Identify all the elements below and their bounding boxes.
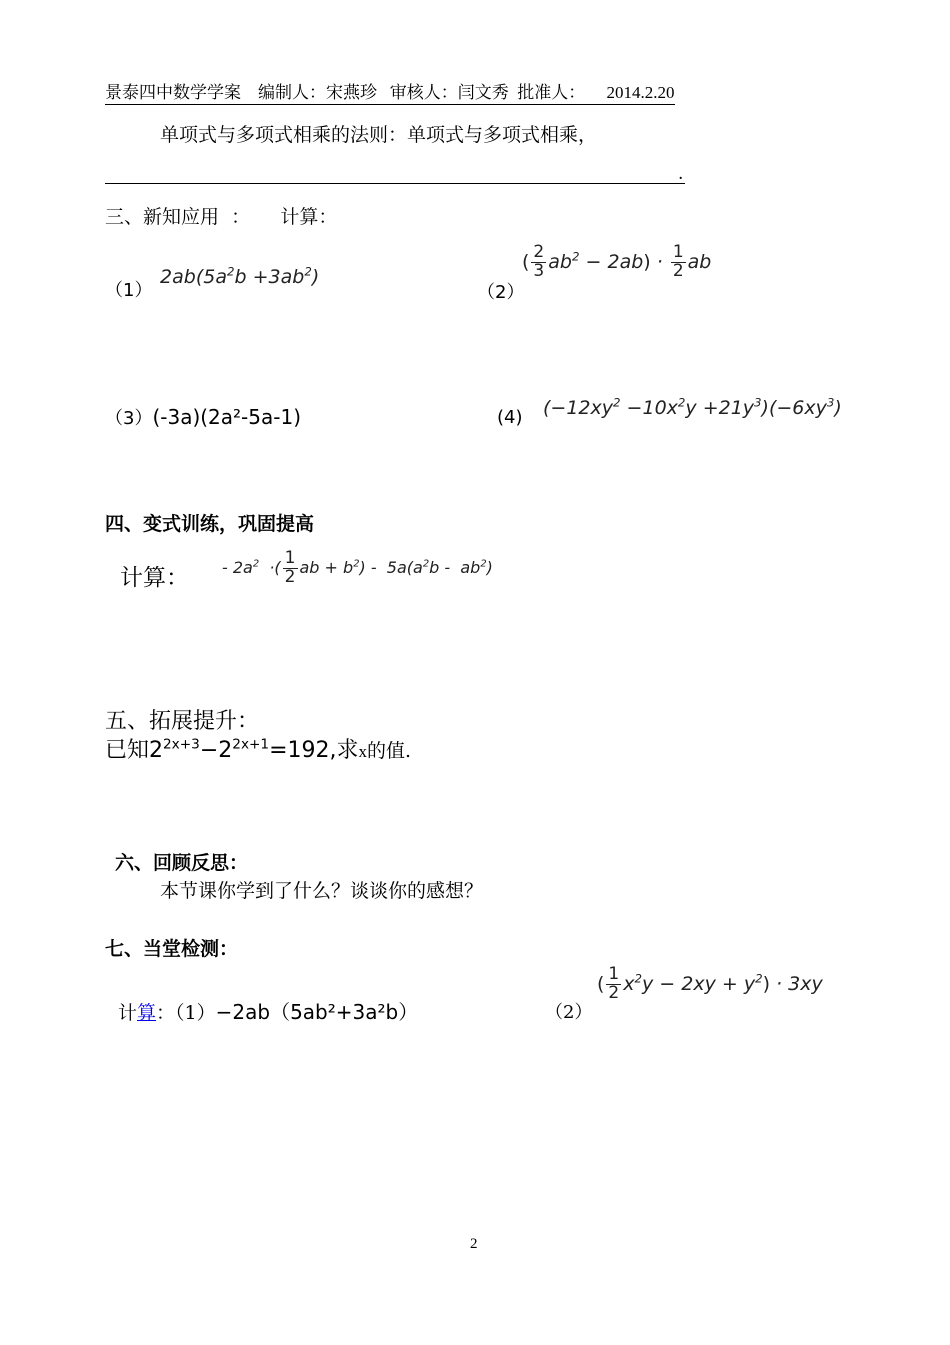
section4-heading: 四、变式训练，巩固提高	[105, 513, 315, 535]
q1-expression: −2ab（5ab²+3a²b）	[215, 1000, 419, 1024]
problem1-expression: $2ab(5a^2b +3ab^2)$	[160, 264, 320, 288]
header-date: 2014.2.20	[606, 83, 675, 102]
problem2-label: （2）	[477, 282, 525, 303]
problem4-label: (4)	[497, 407, 523, 428]
problem3-expression: (-3a)(2a²-5a-1)	[152, 405, 301, 429]
q1-label: （1）	[175, 1002, 216, 1024]
problem3	[105, 404, 301, 430]
page-header	[105, 78, 675, 105]
section4-expression: - $2a^2$ ·( $\frac{1}{2}$ ab + $b^2) - 5a(a^2b - ab^2)$	[222, 548, 493, 587]
rule-end-dot: .	[678, 164, 684, 184]
problem2-expression: ( $\frac{2}{3}$ $ab^2 - 2ab$) · $\frac{1}{2}$ ab	[522, 242, 712, 281]
section7-compute-a: 计	[118, 1002, 138, 1024]
problem3-label: （3）	[105, 408, 153, 429]
section5-value: 的值.	[367, 740, 412, 762]
section6-question: 本节课你学到了什么？谈谈你的感想？	[160, 880, 484, 902]
header-reviewer: 审核人：闫文秀	[389, 83, 509, 102]
section3-heading: 三、新知应用 ： 计算：	[105, 206, 338, 228]
q2-label: （2）	[545, 1002, 593, 1023]
section5-known: 已知	[105, 738, 150, 763]
section5-heading: 五、拓展提升：	[105, 709, 260, 734]
rule-text: 单项式与多项式相乘的法则：单项式与多项式相乘，	[160, 124, 598, 146]
header-approver: 批准人：	[517, 83, 586, 102]
section7-problem1	[118, 996, 418, 1025]
section5-equation: $2^{2x+3}-2^{2x+1}=192$,求	[149, 736, 359, 763]
header-school: 景泰四中数学学案	[105, 83, 241, 102]
page-number: 2	[470, 1236, 478, 1252]
section7-compute-c: ：	[156, 1002, 176, 1024]
rule-blank-line	[105, 183, 685, 184]
section4-compute-label: 计算：	[120, 565, 189, 591]
section5-var: x	[358, 742, 368, 761]
section5-problem	[105, 733, 411, 764]
q2-expression: ( $\frac{1}{2}$ $x^2y - 2xy + y^2) \cdot 3xy$	[597, 964, 823, 1003]
header-author: 编制人：宋燕珍	[258, 83, 377, 102]
section7-heading: 七、当堂检测：	[105, 938, 239, 960]
problem1-label: （1）	[105, 280, 153, 301]
section7-compute-link[interactable]: 算	[137, 1002, 157, 1024]
section6-heading: 六、回顾反思：	[115, 852, 249, 874]
problem4-expression: $(-12xy^2 -10x^2y +21y^3)(-6xy^3)$	[543, 395, 842, 419]
